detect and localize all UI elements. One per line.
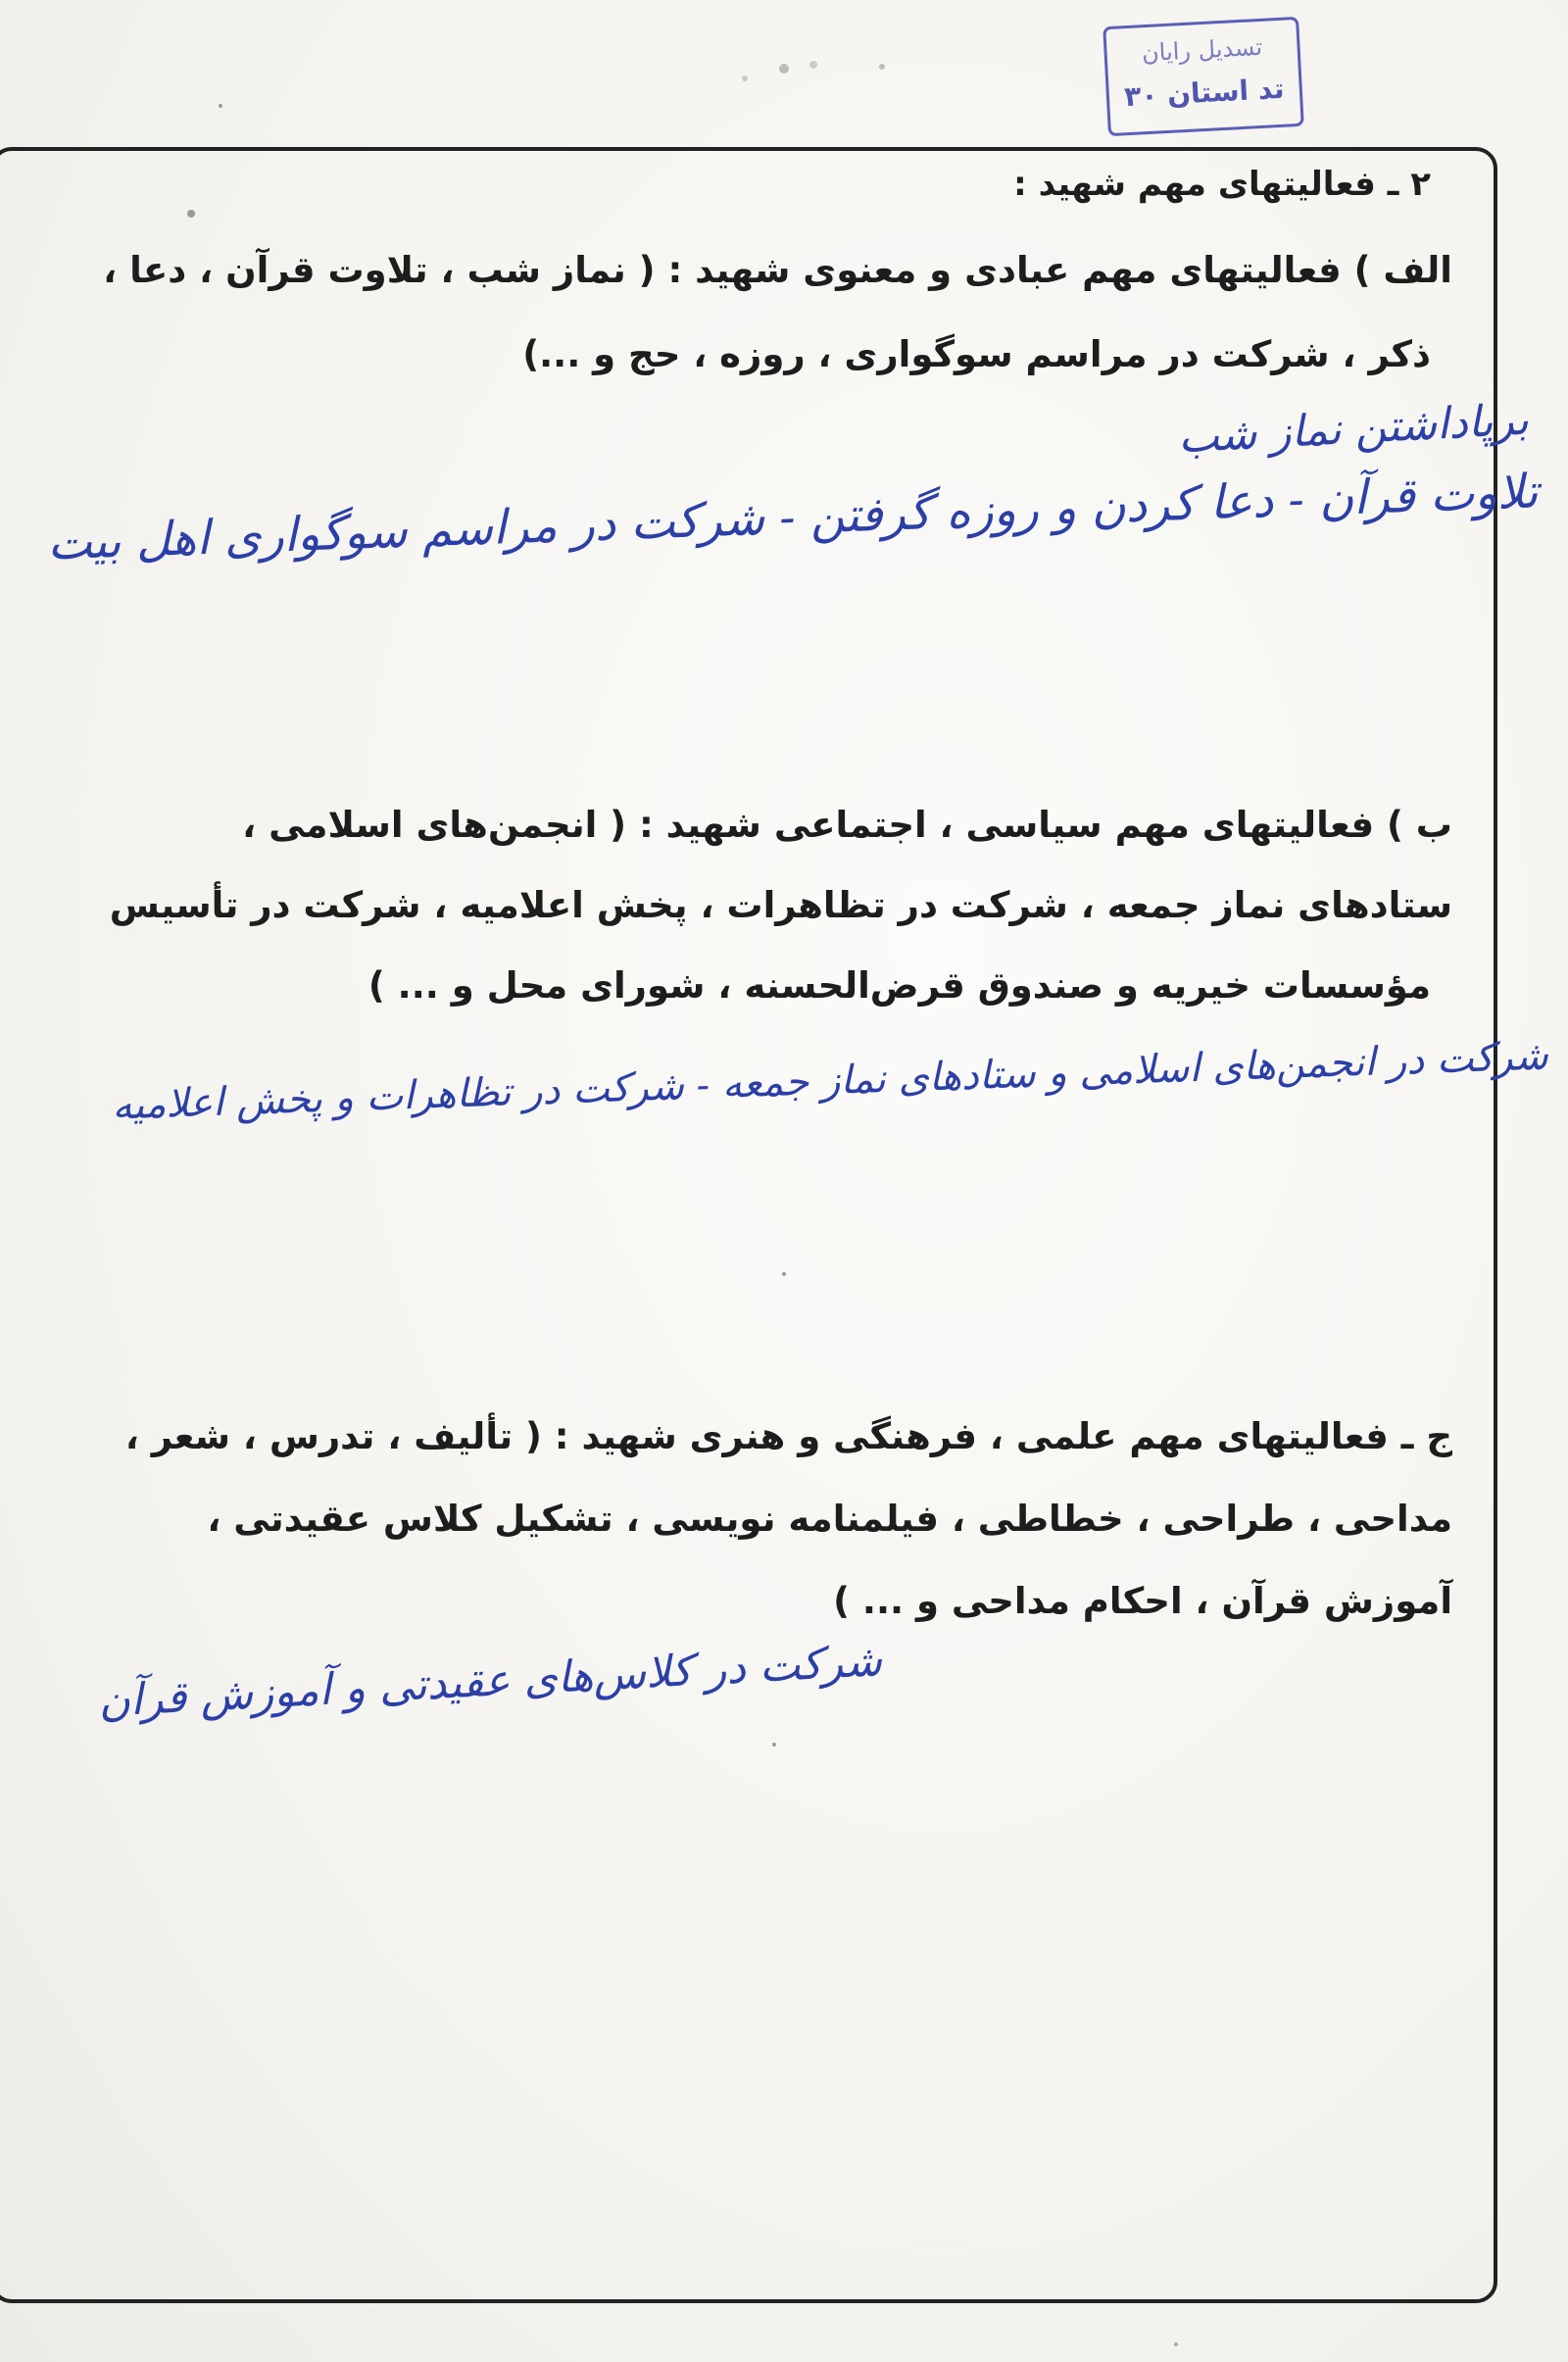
section-b-line-1: ب ) فعالیتهای مهم سیاسی ، اجتماعی شهید : ( انجمن‌های اسلامی ،: [242, 804, 1452, 846]
section-a-handwriting-1: برپاداشتن نماز شب: [1176, 394, 1531, 464]
section-c-line-3-print: آموزش قرآن ، احکام مداحی و ... ): [833, 1580, 1452, 1622]
stamp-line-2: تد استان ۳۰: [1123, 72, 1286, 114]
section-b-line-3: مؤسسات خیریه و صندوق قرض‌الحسنه ، شورای محل و ... ): [368, 964, 1431, 1007]
section-a-line-1: الف ) فعالیتهای مهم عبادی و معنوی شهید : ( نماز شب ، تلاوت قرآن ، دعا ،: [103, 249, 1452, 291]
section-c-handwriting-1: شرکت در کلاس‌های عقیدتی و آموزش قرآن: [96, 1636, 883, 1727]
stamp-line-1: تسدیل رایان: [1141, 32, 1263, 68]
section-a-line-2: ذکر ، شرکت در مراسم سوگواری ، روزه ، حج و ...): [522, 333, 1431, 375]
section-c-line-1: ج ـ فعالیتهای مهم علمی ، فرهنگی و هنری شهید : ( تألیف ، تدرس ، شعر ،: [124, 1415, 1452, 1457]
section-heading: ۲ ـ فعالیتهای مهم شهید :: [1013, 165, 1431, 204]
section-c-line-2: مداحی ، طراحی ، خطاطی ، فیلمنامه نویسی ، تشکیل کلاس عقیدتی ،: [207, 1498, 1452, 1540]
section-b-handwriting-1: شرکت در انجمن‌های اسلامی و ستادهای نماز جمعه - شرکت در تظاهرات و پخش اعلامیه: [111, 1033, 1549, 1129]
section-a-handwriting-2: تلاوت قرآن - دعا کردن و روزه گرفتن - شرکت در مراسم سوگواری اهل بیت: [46, 464, 1540, 571]
section-b-line-2: ستادهای نماز جمعه ، شرکت در تظاهرات ، پخش اعلامیه ، شرکت در تأسیس: [109, 884, 1452, 926]
